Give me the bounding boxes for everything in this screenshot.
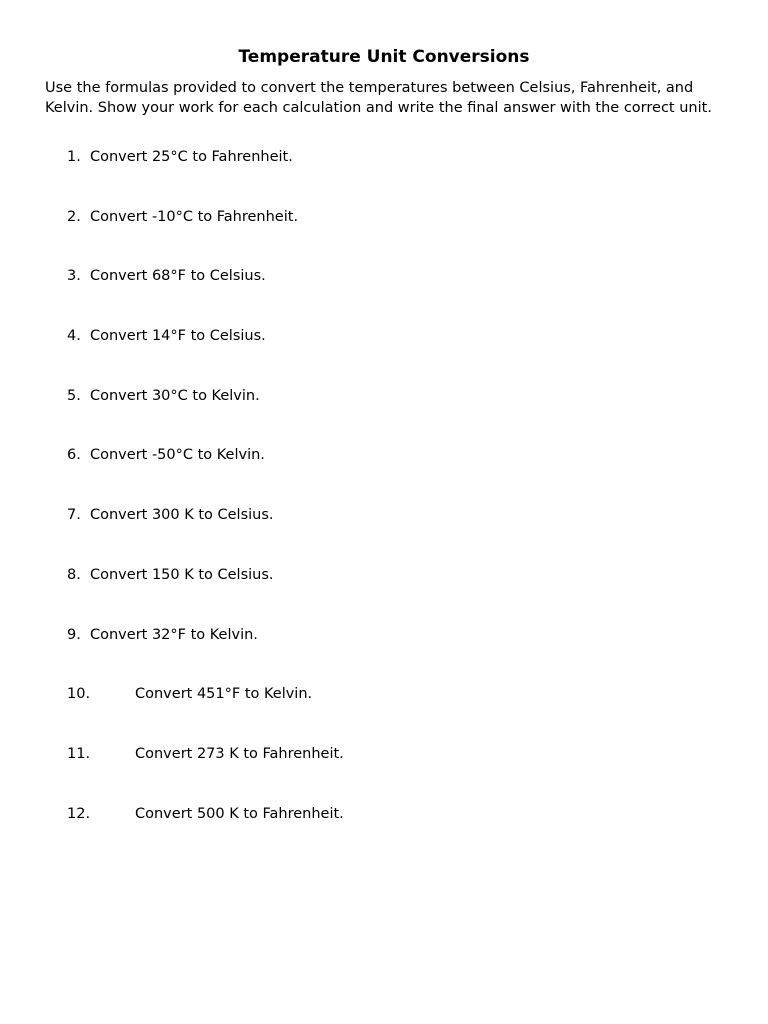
question-item-9 — [0, 625, 768, 685]
question-number: 11. — [67, 745, 91, 762]
question-text: Convert -50°C to Kelvin. — [90, 447, 265, 464]
question-number: 3. — [67, 268, 81, 285]
question-item-10 — [0, 684, 768, 744]
question-text: Convert 273 K to Fahrenheit. — [135, 745, 344, 762]
question-text: Convert 150 K to Celsius. — [90, 566, 274, 583]
question-text: Convert 451°F to Kelvin. — [135, 686, 313, 703]
instructions-text: Use the formulas provided to convert the temperatures between Celsius, Fahrenheit, and Kelvin. Show your work for each calculation and write the final answer with the correct unit. — [45, 80, 712, 116]
question-item-1 — [0, 147, 768, 207]
question-item-2 — [0, 207, 768, 267]
question-number: 10. — [67, 686, 91, 703]
page-title: Temperature Unit Conversions — [238, 47, 530, 67]
question-text: Convert -10°C to Fahrenheit. — [90, 208, 299, 225]
question-number: 4. — [67, 328, 81, 345]
question-text: Convert 32°F to Kelvin. — [90, 626, 258, 643]
question-text: Convert 500 K to Fahrenheit. — [135, 805, 344, 822]
question-text: Convert 68°F to Celsius. — [90, 268, 266, 285]
question-item-7 — [0, 505, 768, 565]
question-number: 7. — [67, 507, 81, 524]
question-list — [0, 147, 768, 863]
question-text: Convert 30°C to Kelvin. — [90, 387, 260, 404]
question-item-5 — [0, 386, 768, 446]
question-text: Convert 300 K to Celsius. — [90, 507, 274, 524]
question-text: Convert 14°F to Celsius. — [90, 328, 266, 345]
question-number: 1. — [67, 149, 81, 165]
question-item-6 — [0, 445, 768, 505]
question-number: 12. — [67, 805, 91, 822]
question-text: Convert 25°C to Fahrenheit. — [90, 149, 293, 165]
question-item-11 — [0, 744, 768, 804]
question-item-12 — [0, 804, 768, 864]
question-number: 6. — [67, 447, 81, 464]
question-item-3 — [0, 266, 768, 326]
question-item-4 — [0, 326, 768, 386]
question-number: 5. — [67, 387, 81, 404]
question-number: 9. — [67, 626, 81, 643]
question-item-8 — [0, 565, 768, 625]
question-number: 2. — [67, 208, 81, 225]
question-number: 8. — [67, 566, 81, 583]
